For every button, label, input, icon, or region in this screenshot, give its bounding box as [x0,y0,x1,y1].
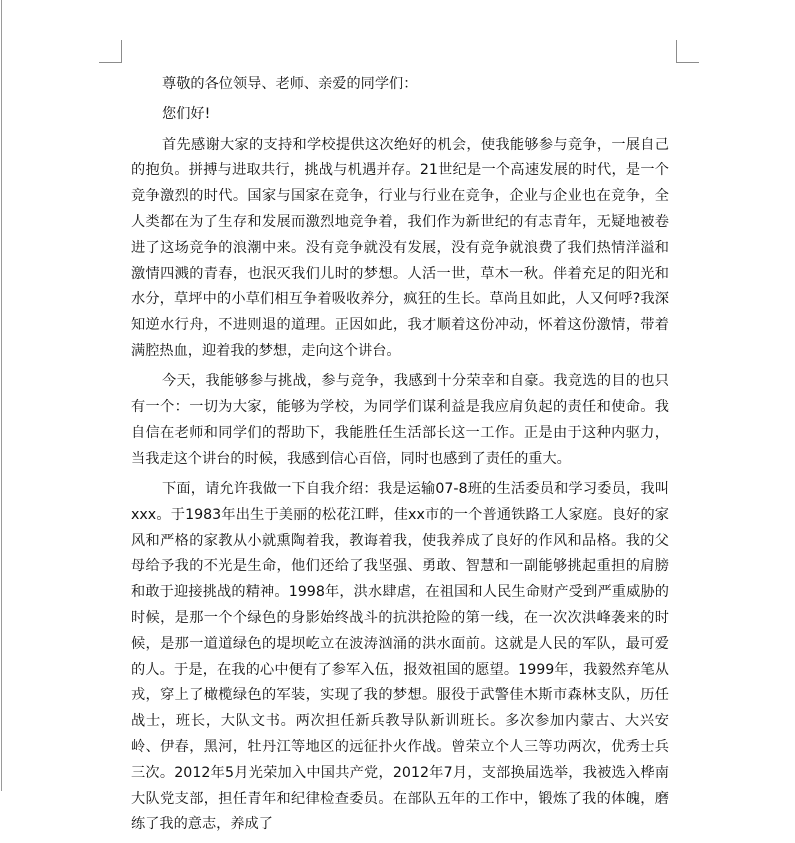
margin-corner-top-left [99,40,122,63]
greeting-line: 您们好! [162,106,211,123]
margin-corner-top-right [676,40,699,63]
document-body[interactable] [131,72,669,843]
salutation-line: 尊敬的各位领导、老师、亲爱的同学们： [162,76,418,92]
paragraph-2: 今天，我能够参与挑战，参与竞争，我感到十分荣幸和自豪。我竞选的目的也只有一个：一切为大家，能够为学校，为同学们谋利益是我应肩负起的责任和使命。我自信在老师和同学们的帮助下，我能胜任生活部长这一工作。正是由于这种内驱力，当我走这个讲台的时候，我感到信心百倍，同时也感到了责任的重大。 [131,373,669,467]
paragraph-3: 下面，请允许我做一下自我介绍：我是运输07-8班的生活委员和学习委员，我叫xxx。于1983年出生于美丽的松花江畔，佳xx市的一个普通铁路工人家庭。良好的家风和严格的家教从小就熏陶着我，教诲着我，使我养成了良好的作风和品格。我的父母给予我的不光是生命，他们还给了我坚强、勇敢、智慧和一副能够挑起重担的肩膀和敢于迎接挑战的精神。1998年，洪水肆虐，在祖国和人民生命财产受到严重威胁的时候，是那一个个绿色的身影始终战斗的抗洪抢险的第一线，在一次次洪峰袭来的时候，是那一道道绿色的堤坝屹立在波涛汹涌的洪水面前。这就是人民的军队，最可爱的人。于是，在我的心中便有了参军入伍，报效祖国的愿望。1999年，我毅然弃笔从戎，穿上了橄榄绿色的军装，实现了我的梦想。服役于武警佳木斯市森林支队，历任战士，班长，大队文书。两次担任新兵教导队新训班长。多次参加内蒙古、大兴安岭、伊春，黑河，牡丹江等地区的远征扑火作战。曾荣立个人三等功两次，优秀士兵三次。2012年5月光荣加入中国共产党，2012年7月，支部换届选举，我被选入桦南大队党支部，担任青年和纪律检查委员。在部队五年的工作中，锻炼了我的体魄，磨练了我的意志，养成了 [131,480,669,833]
paragraph-1: 首先感谢大家的支持和学校提供这次绝好的机会，使我能够参与竞争，一展自己的抱负。拼搏与进取共行，挑战与机遇并存。21世纪是一个高速发展的时代，是一个竞争激烈的时代。国家与国家在竞争，行业与行业在竞争，企业与企业也在竞争，全人类都在为了生存和发展而激烈地竞争着，我们作为新世纪的有志青年，无疑地被卷进了这场竞争的浪潮中来。没有竞争就没有发展，没有竞争就浪费了我们热情洋溢和激情四溅的青春，也泯灭我们儿时的梦想。人活一世，草木一秋。伴着充足的阳光和水分，草坪中的小草们相互争着吸收养分，疯狂的生长。草尚且如此，人又何呼?我深知逆水行舟，不进则退的道理。正因如此，我才顺着这份冲动，怀着这份激情，带着满腔热血，迎着我的梦想，走向这个讲台。 [131,136,669,359]
